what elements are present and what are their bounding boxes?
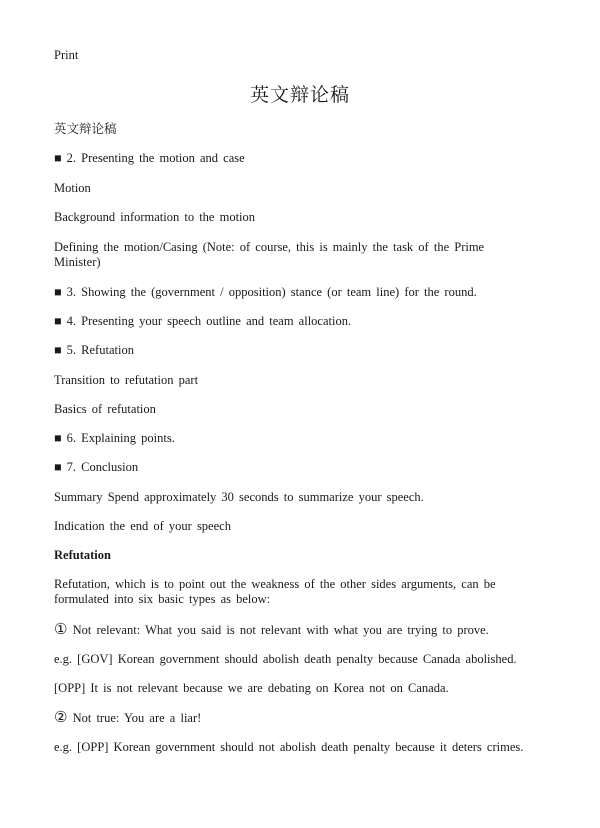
list-item: Basics of refutation — [54, 402, 156, 416]
list-item: Transition to refutation part — [54, 373, 199, 387]
document-title: 英文辩论稿 — [249, 84, 350, 106]
list-item: ■ 4. Presenting your speech outline and team allocation. — [54, 314, 352, 328]
list-item: Summary Spend approximately 30 seconds to summarize your speech. — [54, 490, 424, 504]
circled-two-icon: ② — [54, 708, 68, 726]
list-item — [54, 622, 489, 638]
list-item: [OPP] It is not relevant because we are debating on Korea not on Canada. — [54, 681, 449, 695]
list-item — [54, 710, 201, 726]
list-item-text: Not true: You are a liar! — [67, 711, 202, 725]
list-item: Motion — [54, 181, 91, 195]
list-item-text: Not relevant: What you said is not relevant with what you are trying to prove. — [67, 623, 489, 637]
list-item: e.g. [GOV] Korean government should abolish death penalty because Canada abolished. — [54, 652, 517, 666]
list-item: Defining the motion/Casing (Note: of course, this is mainly the task of the Prime Minister) — [54, 240, 485, 269]
paragraph: Refutation, which is to point out the weakness of the other sides arguments, can be formulated into six basic types as below: — [54, 577, 496, 606]
circled-one-icon: ① — [54, 620, 68, 638]
list-item: ■ 3. Showing the (government / opposition) stance (or team line) for the round. — [54, 285, 477, 299]
list-item: ■ 2. Presenting the motion and case — [54, 151, 245, 165]
list-item: e.g. [OPP] Korean government should not abolish death penalty because it deters crimes. — [54, 740, 524, 754]
document-subtitle: 英文辩论稿 — [54, 121, 117, 136]
list-item: ■ 6. Explaining points. — [54, 431, 175, 445]
list-item: Indication the end of your speech — [54, 519, 231, 533]
print-label[interactable]: Print — [54, 48, 79, 62]
list-item: Background information to the motion — [54, 210, 256, 224]
list-item: ■ 7. Conclusion — [54, 460, 139, 474]
list-item: ■ 5. Refutation — [54, 343, 134, 357]
section-heading: Refutation — [54, 548, 111, 562]
